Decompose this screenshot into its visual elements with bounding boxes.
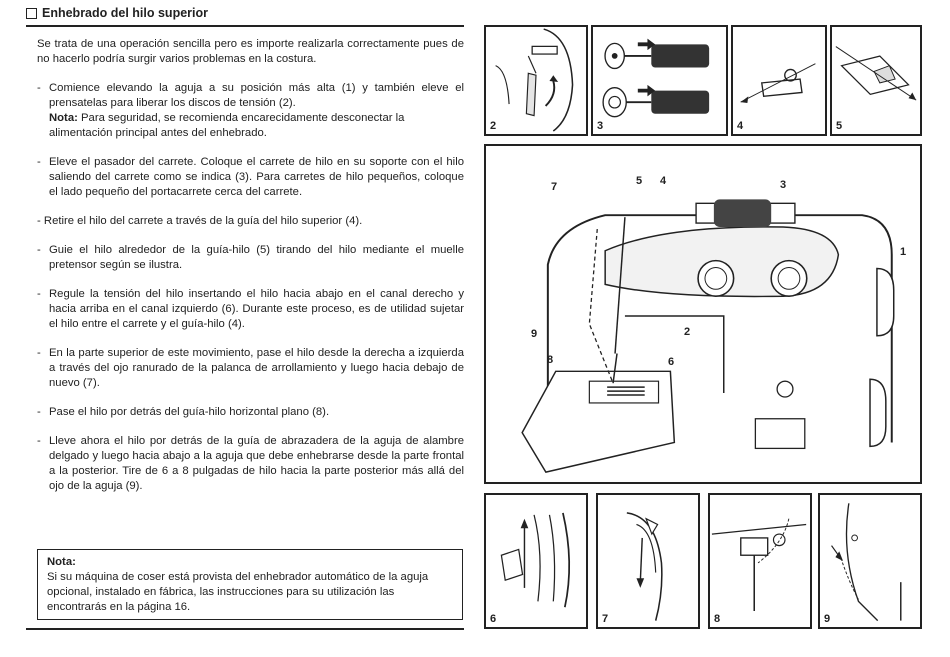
step-item (37, 346, 464, 391)
inline-note (37, 111, 464, 141)
note-box-text: Si su máquina de coser está provista del enhebrador automático de la aguja opcional, instalado en fábrica, las instrucciones para su utilización las encontrarás en la página 16. (47, 571, 429, 613)
main-machine-figure (484, 144, 922, 484)
callout-label: 4 (660, 175, 667, 187)
figure-number: 8 (714, 613, 721, 625)
handwheel-figure (486, 27, 586, 134)
bottom-rule (26, 628, 464, 630)
figure-panel-2 (484, 25, 588, 136)
step-text: Retire el hilo del carrete a través de la guía del hilo superior (4). (43, 215, 363, 227)
sewing-machine-illustration (486, 146, 920, 482)
figure-number: 3 (597, 120, 604, 132)
step-item (37, 155, 464, 200)
note-box-label: Nota: (47, 556, 76, 568)
step-item (37, 434, 464, 494)
heading-checkbox-icon (26, 8, 37, 19)
callout-label: 6 (668, 356, 675, 368)
step-dash: - (37, 215, 41, 227)
step-dash: - (37, 244, 41, 256)
figure-panel-3 (591, 25, 728, 136)
step-item (37, 243, 464, 273)
step-text: Guie el hilo alrededor de la guía-hilo (5) tirando del hilo mediante el muelle pretensor según se ilustra. (49, 244, 464, 271)
spool-figure (593, 27, 726, 134)
callout-label: 9 (531, 328, 538, 340)
figure-number: 6 (490, 613, 497, 625)
step-dash: - (37, 288, 41, 300)
inline-note-label: Nota: (49, 112, 78, 124)
tension-spring-figure (832, 27, 920, 134)
callout-label: 7 (551, 181, 558, 193)
section-title: Enhebrado del hilo superior (42, 6, 208, 20)
step-dash: - (37, 156, 41, 168)
figure-number: 5 (836, 120, 843, 132)
step-dash: - (37, 406, 41, 418)
callout-label: 2 (684, 326, 691, 338)
step-text: Pase el hilo por detrás del guía-hilo horizontal plano (8). (49, 406, 330, 418)
step-text: Lleve ahora el hilo por detrás de la guía de abrazadera de la aguja de alambre delgado y luego hacia abajo a la aguja que debe enhebrarse desde la parte frontal a la posterior. Tire de 6 a 8 pulgadas de hilo hacia la parte posterior más allá del ojo de la aguja (9). (49, 435, 464, 492)
figure-number: 9 (824, 613, 831, 625)
figure-number: 4 (737, 120, 744, 132)
callout-label: 1 (900, 246, 907, 258)
tension-channel-figure (486, 495, 586, 627)
step-item (37, 81, 464, 111)
callout-label: 3 (780, 179, 787, 191)
section-heading (26, 6, 208, 20)
figure-panel-7 (596, 493, 700, 629)
step-item (37, 214, 464, 229)
step-text: En la parte superior de este movimiento, pase el hilo desde la derecha a izquierda a través del ojo ranurado de la palanca de arrollamiento y luego hacia debajo de nuevo (7). (49, 347, 464, 389)
needle-threading-figure (820, 495, 920, 627)
figure-panel-6 (484, 493, 588, 629)
instructions-column (37, 37, 464, 494)
callout-label: 8 (547, 354, 554, 366)
take-up-lever-figure (598, 495, 698, 627)
step-item (37, 405, 464, 420)
figure-panel-9 (818, 493, 922, 629)
figure-number: 2 (490, 120, 497, 132)
figure-number: 7 (602, 613, 609, 625)
figure-panel-8 (708, 493, 812, 629)
step-text: Comience elevando la aguja a su posición más alta (1) y también eleve el prensatelas para liberar los discos de tensión (2). (49, 82, 464, 109)
step-item (37, 287, 464, 332)
step-text: Eleve el pasador del carrete. Coloque el carrete de hilo en su soporte con el hilo saliendo del carrete como se indica (3). Para carretes de hilo pequeños, coloque el lado pequeño del portacarrete cerca del carrete. (49, 156, 464, 198)
step-dash: - (37, 435, 41, 447)
figure-panel-5 (830, 25, 922, 136)
top-rule (26, 25, 464, 27)
intro-paragraph: Se trata de una operación sencilla pero es importe realizarla correctamente pues de no hacerlo podría surgir varios problemas en la costura. (37, 38, 464, 65)
horizontal-guide-figure (710, 495, 810, 627)
step-text: Regule la tensión del hilo insertando el hilo hacia abajo en el canal derecho y hacia arriba en el canal izquierdo (6). Durante este proceso, es de utilidad sujetar el hilo entre el carrete y el guía-hilo (4). (49, 288, 464, 330)
step-dash: - (37, 347, 41, 359)
figure-panel-4 (731, 25, 827, 136)
thread-guide-figure (733, 27, 825, 134)
inline-note-text: Para seguridad, se recomienda encarecidamente desconectar la alimentación principal antes del enhebrado. (49, 112, 405, 139)
note-box (37, 549, 463, 620)
step-dash: - (37, 82, 41, 94)
callout-label: 5 (636, 175, 643, 187)
